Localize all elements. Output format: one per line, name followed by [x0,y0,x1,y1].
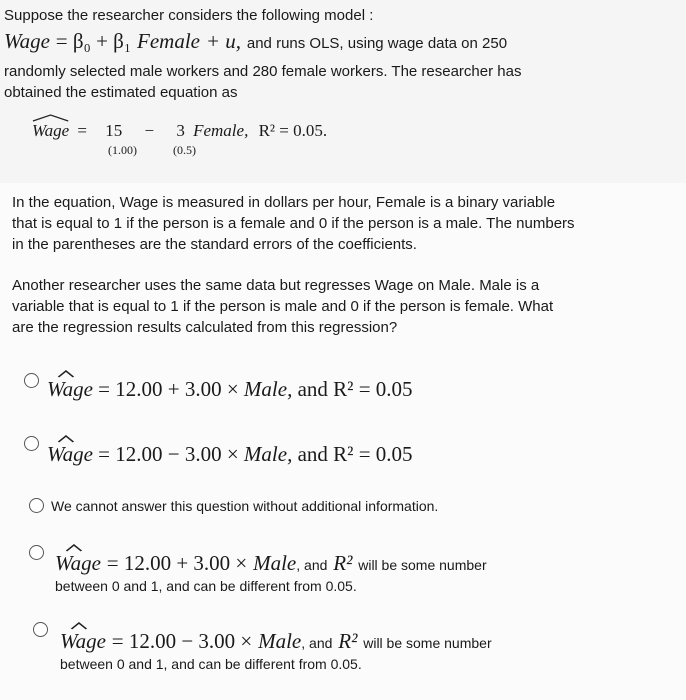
wide-hat-icon [32,114,69,122]
option-1-wage: Wage [47,376,93,402]
option-5-r2: R² [338,629,358,653]
para1-line1: In the equation, Wage is measured in dollars per hour, Female is a binary variable [12,194,556,211]
para2-line2: variable that is equal to 1 if the person is male and 0 if the person is female. What [12,298,554,315]
option-2-radio[interactable] [24,436,39,451]
intro-line-4: obtained the estimated equation as [4,84,238,101]
est-se1: (1.00) [108,143,137,157]
option-3[interactable]: We cannot answer this question without additional information. [51,498,439,514]
model-eq-tail: = β₀ + β₁ [55,29,132,53]
option-3-radio[interactable] [29,498,44,513]
option-4-line2: between 0 and 1, and can be different from 0.05. [55,578,357,594]
option-2-eq: = 12.00 − 3.00 × [98,442,239,466]
option-2-tail: and R² = 0.05 [297,442,413,466]
est-female: Female, [193,121,249,140]
est-se2: (0.5) [173,143,196,157]
para2-line1: Another researcher uses the same data but regresses Wage on Male. Male is a [12,277,540,294]
option-1-tail: and R² = 0.05 [297,377,413,401]
hat-icon [70,622,88,630]
hat-icon [65,544,83,552]
est-minus: − [144,121,155,140]
model-female: Female [137,29,201,53]
option-4-wage: Wage [55,550,101,576]
option-1-male: Male, [243,377,293,401]
option-5-tail: will be some number [363,635,492,651]
est-r2: R² = 0.05. [258,121,328,140]
option-1[interactable] [47,376,413,402]
option-2-male: Male, [243,442,293,466]
option-5[interactable] [60,628,492,656]
para2-line3: are the regression results calculated from this regression? [12,319,398,336]
option-5-and: , and [301,635,333,651]
model-plus-u: + u, [205,29,242,53]
para1-line2: that is equal to 1 if the person is a female and 0 if the person is a male. The numbers [12,215,575,232]
option-4-tail: will be some number [358,557,487,573]
option-4[interactable] [55,550,487,578]
model-text: and runs OLS, using wage data on 250 [246,35,508,52]
option-4-male: Male [253,551,297,575]
intro-line-3: randomly selected male workers and 280 female workers. The researcher has [4,63,522,80]
option-4-eq: = 12.00 + 3.00 × [106,551,248,575]
model-wage: Wage [4,29,50,53]
hat-icon [57,435,75,443]
wage-hat: Wage [32,120,69,142]
est-coef1: 15 [105,121,123,140]
hat-icon [57,370,75,378]
option-5-male: Male [258,629,302,653]
option-2-wage: Wage [47,441,93,467]
option-5-radio[interactable] [33,622,48,637]
option-5-line2: between 0 and 1, and can be different from 0.05. [60,656,362,672]
est-eq: = [77,121,87,140]
para1-line3: in the parentheses are the standard errors of the coefficients. [12,236,417,253]
option-5-eq: = 12.00 − 3.00 × [111,629,253,653]
option-5-wage: Wage [60,628,106,654]
option-1-eq: = 12.00 + 3.00 × [98,377,239,401]
option-4-r2: R² [333,551,353,575]
model-equation [4,28,507,55]
intro-line-1: Suppose the researcher considers the following model : [4,7,374,24]
option-1-radio[interactable] [24,373,39,388]
option-2[interactable] [47,441,413,467]
est-coef2: 3 [176,121,185,140]
estimated-equation [32,120,327,142]
option-4-and: , and [296,557,328,573]
option-4-radio[interactable] [29,545,44,560]
